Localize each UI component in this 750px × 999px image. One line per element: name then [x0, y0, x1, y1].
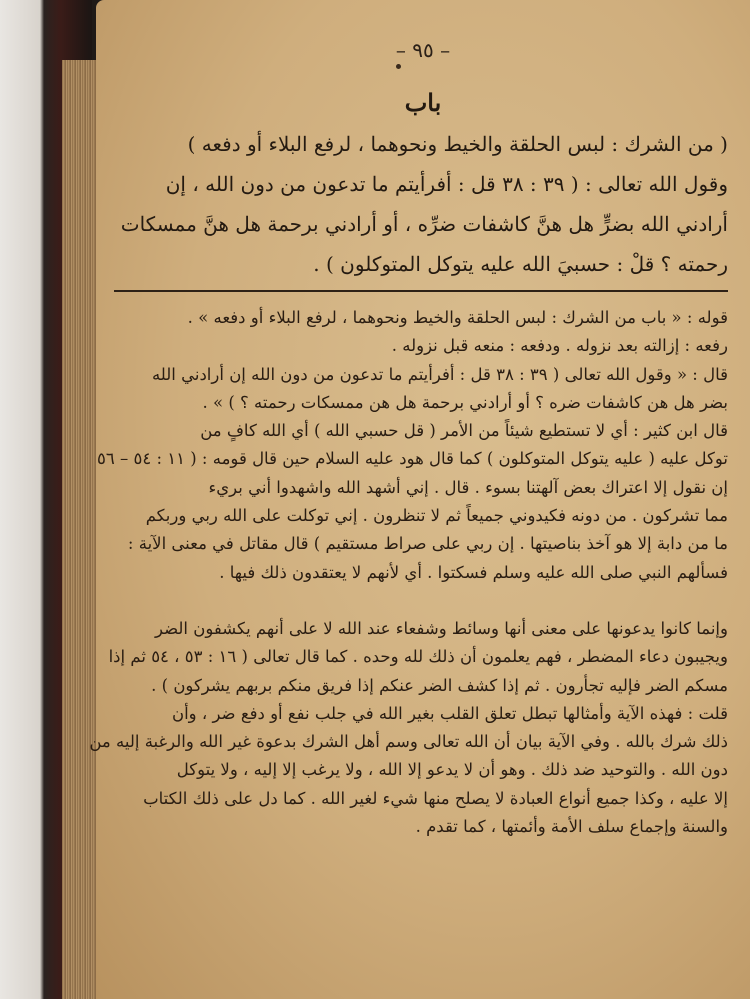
commentary-line: فسألهم النبي صلى الله عليه وسلم فسكتوا . أي لأنهم لا يعتقدون ذلك فيها .: [219, 562, 728, 582]
commentary-line: دون الله . والتوحيد ضد ذلك . وهو أن لا يدعو إلا الله ، ولا يرغب إلا إليه ، ولا يتوكل: [176, 760, 728, 780]
commentary-line: قلت : فهذه الآية وأمثالها تبطل تعلق القلب بغير الله في جلب نفع أو دفع ضر ، وأن: [171, 703, 728, 723]
commentary-line: ويجيبون دعاء المضطر ، فهم يعلمون أن ذلك لله وحده . كما قال تعالى ( ١٦ : ٥٣ ، ٥٤ ثم إذا: [108, 647, 728, 667]
commentary-line: قال ابن كثير : أي لا تستطيع شيئاً من الأمر ( قل حسبي الله ) أي الله كافٍ من: [200, 421, 728, 441]
commentary-line: قوله : « باب من الشرك : لبس الحلقة والخيط ونحوهما ، لرفع البلاء أو دفعه » .: [187, 308, 728, 327]
ink-dot: [396, 64, 401, 69]
commentary-line: ما من دابة إلا هو آخذ بناصيتها . إن ربي على صراط مستقيم ) قال مقاتل في معنى الآية :: [127, 534, 728, 554]
book-page: [89, 0, 750, 999]
commentary-line: إلا عليه ، وكذا جميع أنواع العبادة لا يصلح منها شيء لغير الله . كما دل على ذلك الكتاب: [143, 788, 728, 808]
commentary-line: وإنما كانوا يدعونها على معنى أنها وسائط وشفعاء عند الله لا على أنهم يكشفون الضر: [154, 618, 728, 638]
commentary-line: ذلك شرك بالله . وفي الآية بيان أن الله تعالى وسم أهل الشرك بدعوة غير الله والرغبة إليه من: [89, 732, 728, 752]
commentary-line: رفعه : إزالته بعد نزوله . ودفعه : منعه قبل نزوله .: [391, 336, 728, 356]
commentary-line: والسنة وإجماع سلف الأمة وأئمتها ، كما تقدم .: [415, 817, 728, 837]
main-line: أرادني الله بضرٍّ هل هنَّ كاشفات ضرِّه ، أو أرادني برحمة هل هنَّ ممسكات: [120, 212, 728, 236]
commentary-line: بضر هل هن كاشفات ضره ؟ أو أرادني برحمة هل هن ممسكات رحمته ؟ ) » .: [202, 392, 728, 412]
chapter-title: باب: [404, 88, 442, 117]
paragraph-gap: [114, 587, 728, 615]
main-line: رحمته ؟ قلْ : حسبيَ الله عليه يتوكل المتوكلون ) .: [313, 252, 728, 276]
main-text: [114, 124, 728, 284]
commentary-line: إن نقول إلا اعتراك بعض آلهتنا بسوء . قال . إني أشهد الله واشهدوا أني بريء: [208, 477, 728, 497]
main-line: ( من الشرك : لبس الحلقة والخيط ونحوهما ، لرفع البلاء أو دفعه ): [187, 132, 728, 156]
page-number: – ٩٥ –: [395, 38, 451, 62]
commentary-line: مما تشركون . من دونه فكيدوني جميعاً ثم لا تنظرون . إني توكلت على الله ربي وربكم: [145, 506, 728, 526]
divider-rule: [114, 290, 728, 292]
commentary-line: قال : « وقول الله تعالى ( ٣٩ : ٣٨ قل : أفرأيتم ما تدعون من دون الله إن أرادني الله: [151, 364, 728, 384]
commentary-line: مسكم الضر فإليه تجأرون . ثم إذا كشف الضر عنكم إذا فريق منكم بربهم يشركون ) .: [151, 675, 728, 695]
main-line: وقول الله تعالى : ( ٣٩ : ٣٨ قل : أفرأيتم ما تدعون من دون الله ، إن: [165, 172, 728, 196]
commentary-text: [89, 304, 728, 841]
commentary-line: توكل عليه ( عليه يتوكل المتوكلون ) كما قال هود عليه السلام حين قال قومه : ( ١١ : ٥٤ – ٥٦: [96, 449, 728, 469]
